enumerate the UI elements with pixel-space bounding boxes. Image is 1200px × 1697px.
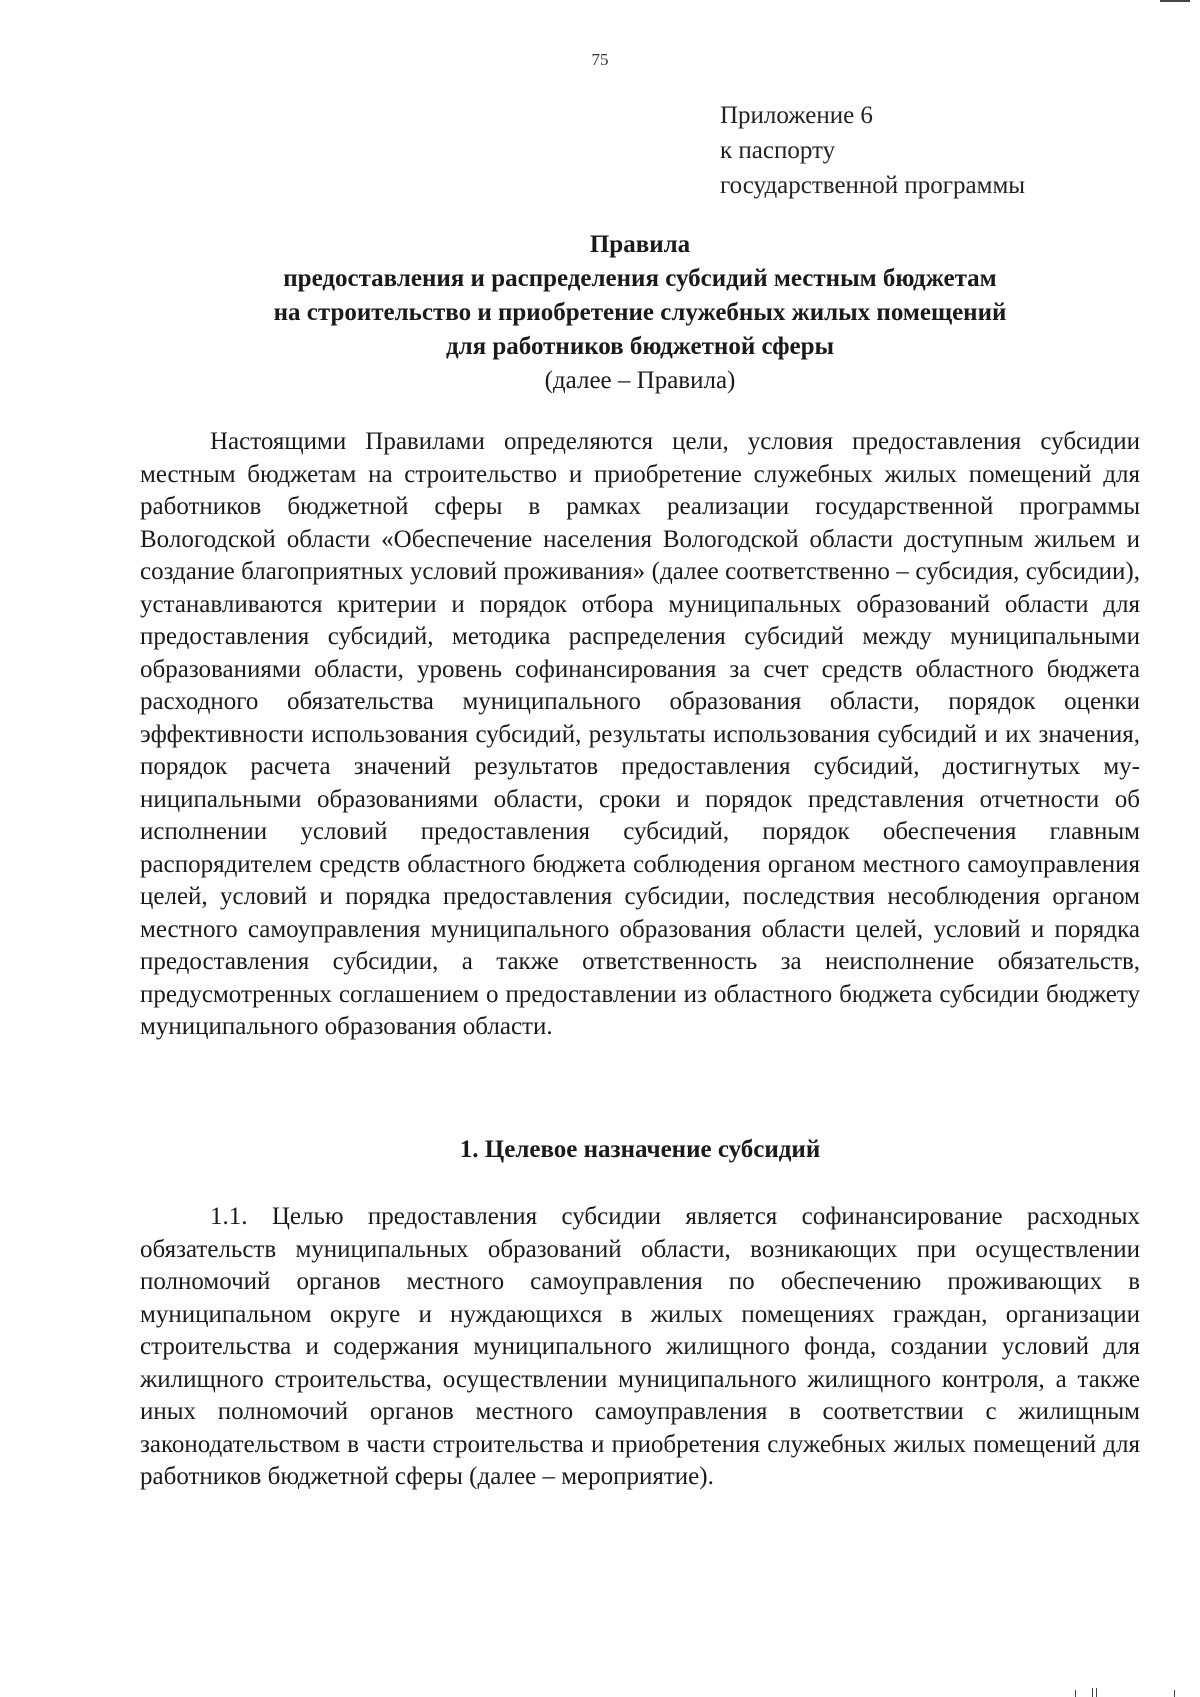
scan-artifact (1160, 0, 1190, 2)
section-paragraph: 1.1. Целью предоставления субсидии является софинансирование расходных обязательств муниципальных образований области, возникающих при осуществлении полномочий органов местного самоуправления по обеспечению проживающих в муниципальном округе и нуждающихся в жилых помещениях граждан, организации строительства и содержания муниципального жилищного фонда, создании условий для жилищного строительства, осуществлении муниципального жилищного контроля, а также иных полномочий органов местного самоуправления в соответствии с жилищным законодательством в части строительства и приобретения служебных жилых помещений для работников бюджетной сферы (далее – мероприятие). (140, 1203, 1140, 1490)
title-line: для работников бюджетной сферы (445, 333, 835, 360)
appendix-line: государственной программы (720, 172, 1026, 199)
title-line: Правила (589, 231, 691, 258)
scan-artifact (1096, 1688, 1097, 1697)
appendix-line: к паспорту (720, 137, 836, 164)
title-subtitle: (далее – Правила) (544, 367, 736, 394)
scan-artifact (1075, 1690, 1076, 1697)
scan-artifact (1092, 1688, 1093, 1697)
title-line: на строительство и приобретение служебных жилых помещений (273, 299, 1007, 326)
appendix-reference (720, 98, 1025, 203)
appendix-line: Приложение 6 (720, 102, 873, 129)
title-line: предоставления и распределения субсидий местным бюджетам (283, 265, 997, 292)
scan-artifact (1174, 1690, 1175, 1697)
intro-paragraph: Настоящими Правилами определяются цели, условия предоставления субсидии местным бюджетам на строительство и приобретение служебных жилых помещений для работников бюджетной сферы в рамках реализации государственной программы Вологодской области «Обеспечение населения Вологодской области доступным жильем и создание благоприятных условий проживания» (далее соответственно – субсидия, субсидии), устанавливаются критерии и порядок отбора муниципальных образований области для предоставления субсидий, методика распределения субсидий между муниципальными образованиями области, уровень софинансирования за счет средств областного бюджета расходного обязательства муниципального образования области, порядок оценки эффективности использования субсидий, результаты использования субсидий и их значения, порядок расчета значений результатов предоставления субсидий, достигнутых муниципальными образованиями области, сроки и порядок представления отчетности об исполнении условий предоставления субсидий, порядок обеспечения главным распорядителем средств областного бюджета соблюдения органом местного самоуправления целей, условий и порядка предоставления субсидии, последствия несоблюдения органом местного самоуправления муниципального образования области целей, условий и порядка предоставления субсидии, а также ответственность за неисполнение обязательств, предусмотренных соглашением о предоставлении из областного бюджета субсидии бюджету муниципального образования области. (140, 428, 1140, 1040)
page-number: 75 (591, 50, 609, 69)
document-title (140, 228, 1140, 398)
section-heading: 1. Целевое назначение субсидий (459, 1136, 821, 1163)
